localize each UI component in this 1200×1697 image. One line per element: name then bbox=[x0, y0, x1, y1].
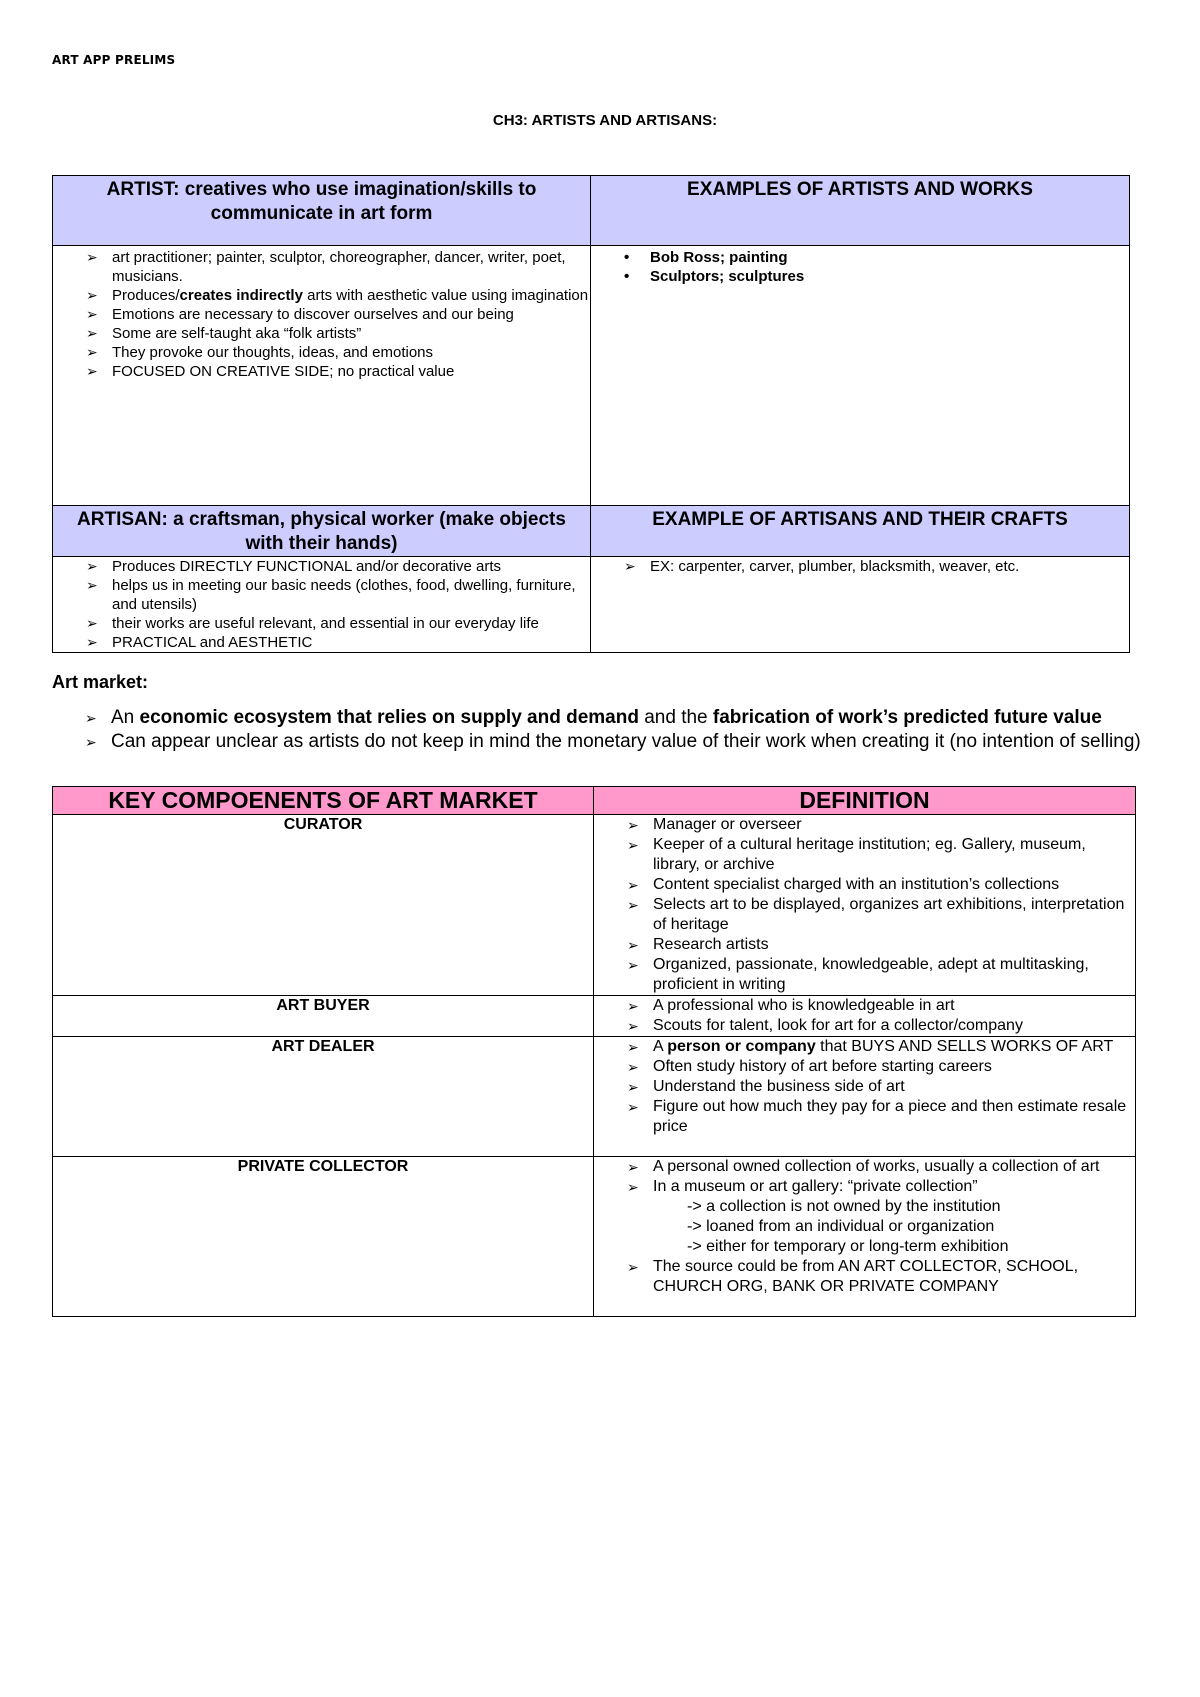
list-item: ➢ They provoke our thoughts, ideas, and emotions bbox=[86, 344, 434, 361]
private-collector-definition-cell bbox=[594, 1157, 1136, 1317]
list-item: ➢ An economic ecosystem that relies on supply and demand and the fabrication of work’s predicted future value bbox=[85, 707, 1102, 728]
key-components-table bbox=[52, 786, 1136, 1317]
arrow-bullet-icon: ➢ bbox=[624, 558, 636, 574]
arrow-bullet-icon: ➢ bbox=[627, 1159, 639, 1175]
list-item: ➢ Organized, passionate, knowledgeable, adept at multitasking, proficient in writing bbox=[627, 956, 1089, 993]
curator-definition-list bbox=[594, 815, 1135, 995]
art-dealer-label: ART DEALER bbox=[53, 1037, 594, 1157]
artisan-points-list bbox=[53, 557, 590, 652]
arrow-bullet-icon: ➢ bbox=[86, 363, 98, 379]
definition-column-header: DEFINITION bbox=[594, 787, 1136, 815]
arrow-bullet-icon: ➢ bbox=[627, 1059, 639, 1075]
arrow-bullet-icon: ➢ bbox=[86, 249, 98, 265]
arrow-bullet-icon: ➢ bbox=[86, 287, 98, 303]
art-buyer-definition-cell bbox=[594, 996, 1136, 1037]
list-item: • Bob Ross; painting bbox=[624, 249, 788, 266]
arrow-bullet-icon: ➢ bbox=[627, 897, 639, 913]
arrow-bullet-icon: ➢ bbox=[627, 1079, 639, 1095]
arrow-bullet-icon: ➢ bbox=[627, 817, 639, 833]
arrow-bullet-icon: ➢ bbox=[86, 634, 98, 650]
arrow-bullet-icon: ➢ bbox=[86, 325, 98, 341]
artisan-examples-list bbox=[591, 557, 1129, 576]
list-item: ➢ art practitioner; painter, sculptor, choreographer, dancer, writer, poet, musicians. bbox=[86, 249, 566, 285]
list-item: ➢ their works are useful relevant, and essential in our everyday life bbox=[86, 615, 539, 632]
art-dealer-definition-list bbox=[594, 1037, 1135, 1137]
list-item: ➢ Can appear unclear as artists do not keep in mind the monetary value of their work when creating it (no intention of selling) bbox=[85, 731, 1141, 752]
list-item: ➢ Understand the business side of art bbox=[627, 1078, 905, 1095]
curator-definition-cell bbox=[594, 815, 1136, 996]
list-item: ➢ Selects art to be displayed, organizes art exhibitions, interpretation of heritage bbox=[627, 896, 1125, 933]
arrow-bullet-icon: ➢ bbox=[627, 877, 639, 893]
list-item: ➢ Produces DIRECTLY FUNCTIONAL and/or decorative arts bbox=[86, 558, 502, 575]
list-item: ➢ Manager or overseer bbox=[627, 816, 802, 833]
artists-artisans-table bbox=[52, 175, 1130, 653]
artisan-examples-cell bbox=[591, 557, 1130, 653]
curator-label: CURATOR bbox=[53, 815, 594, 996]
arrow-bullet-icon: ➢ bbox=[627, 1039, 639, 1055]
list-item: ➢ FOCUSED ON CREATIVE SIDE; no practical value bbox=[86, 363, 455, 380]
art-buyer-definition-list bbox=[594, 996, 1135, 1036]
arrow-bullet-icon: ➢ bbox=[86, 577, 98, 593]
arrow-bullet-icon: ➢ bbox=[627, 1018, 639, 1034]
private-collector-label: PRIVATE COLLECTOR bbox=[53, 1157, 594, 1317]
arrow-bullet-icon: ➢ bbox=[85, 710, 97, 726]
list-item: ➢ Content specialist charged with an institution’s collections bbox=[627, 876, 1060, 893]
components-column-header: KEY COMPOENENTS OF ART MARKET bbox=[53, 787, 594, 815]
chapter-title: CH3: ARTISTS AND ARTISANS: bbox=[492, 112, 718, 129]
bullet-dot-icon: • bbox=[624, 268, 630, 285]
artist-points-cell bbox=[53, 246, 591, 506]
arrow-bullet-icon: ➢ bbox=[627, 837, 639, 853]
artist-points-list bbox=[53, 248, 590, 381]
artist-heading: ARTIST: creatives who use imagination/skills to communicate in art form bbox=[53, 176, 591, 246]
arrow-bullet-icon: ➢ bbox=[627, 1179, 639, 1195]
arrow-bullet-icon: ➢ bbox=[627, 957, 639, 973]
sub-list-item: -> loaned from an individual or organization bbox=[687, 1218, 995, 1235]
arrow-bullet-icon: ➢ bbox=[85, 734, 97, 750]
private-collector-definition-list bbox=[594, 1157, 1135, 1297]
artisan-examples-heading: EXAMPLE OF ARTISANS AND THEIR CRAFTS bbox=[591, 506, 1130, 557]
art-market-list bbox=[52, 706, 1192, 754]
list-item: ➢ EX: carpenter, carver, plumber, blacksmith, weaver, etc. bbox=[624, 558, 1020, 575]
art-dealer-definition-cell bbox=[594, 1037, 1136, 1157]
list-item: ➢ Produces/creates indirectly arts with aesthetic value using imagination bbox=[86, 287, 589, 304]
bullet-dot-icon: • bbox=[624, 249, 630, 266]
arrow-bullet-icon: ➢ bbox=[627, 937, 639, 953]
artisan-points-cell bbox=[53, 557, 591, 653]
arrow-bullet-icon: ➢ bbox=[627, 1099, 639, 1115]
list-item: ➢ Research artists bbox=[627, 936, 769, 953]
list-item: ➢ Scouts for talent, look for art for a collector/company bbox=[627, 1017, 1023, 1034]
artist-examples-heading: EXAMPLES OF ARTISTS AND WORKS bbox=[591, 176, 1130, 246]
arrow-bullet-icon: ➢ bbox=[86, 558, 98, 574]
list-item: ➢ A person or company that BUYS AND SELLS WORKS OF ART bbox=[627, 1038, 1114, 1055]
page-header: ART APP PRELIMS bbox=[52, 53, 176, 67]
sub-list-item: -> either for temporary or long-term exhibition bbox=[687, 1238, 1009, 1255]
list-item: ➢ The source could be from AN ART COLLECTOR, SCHOOL, CHURCH ORG, BANK OR PRIVATE COMPANY bbox=[627, 1258, 1079, 1295]
artisan-heading: ARTISAN: a craftsman, physical worker (make objects with their hands) bbox=[53, 506, 591, 557]
list-item: ➢ Keeper of a cultural heritage institution; eg. Gallery, museum, library, or archive bbox=[627, 836, 1086, 873]
list-item: ➢ Figure out how much they pay for a piece and then estimate resale price bbox=[627, 1098, 1127, 1135]
arrow-bullet-icon: ➢ bbox=[86, 615, 98, 631]
arrow-bullet-icon: ➢ bbox=[86, 344, 98, 360]
sub-list-item: -> a collection is not owned by the institution bbox=[687, 1198, 1001, 1215]
arrow-bullet-icon: ➢ bbox=[627, 1259, 639, 1275]
list-item: ➢ Some are self-taught aka “folk artists” bbox=[86, 325, 362, 342]
arrow-bullet-icon: ➢ bbox=[86, 306, 98, 322]
list-item: ➢ helps us in meeting our basic needs (clothes, food, dwelling, furniture, and utensils) bbox=[86, 577, 576, 613]
art-market-heading: Art market: bbox=[52, 672, 149, 692]
list-item: ➢ Emotions are necessary to discover ourselves and our being bbox=[86, 306, 514, 323]
list-item: • Sculptors; sculptures bbox=[624, 268, 805, 285]
list-item: ➢ A professional who is knowledgeable in art bbox=[627, 997, 955, 1014]
list-item: ➢ PRACTICAL and AESTHETIC bbox=[86, 634, 313, 651]
list-item: ➢ A personal owned collection of works, usually a collection of art bbox=[627, 1158, 1100, 1175]
artist-examples-cell bbox=[591, 246, 1130, 506]
arrow-bullet-icon: ➢ bbox=[627, 998, 639, 1014]
list-item: ➢ In a museum or art gallery: “private collection” bbox=[627, 1178, 978, 1195]
artist-examples-list bbox=[591, 248, 1129, 286]
list-item: ➢ Often study history of art before starting careers bbox=[627, 1058, 992, 1075]
art-buyer-label: ART BUYER bbox=[53, 996, 594, 1037]
